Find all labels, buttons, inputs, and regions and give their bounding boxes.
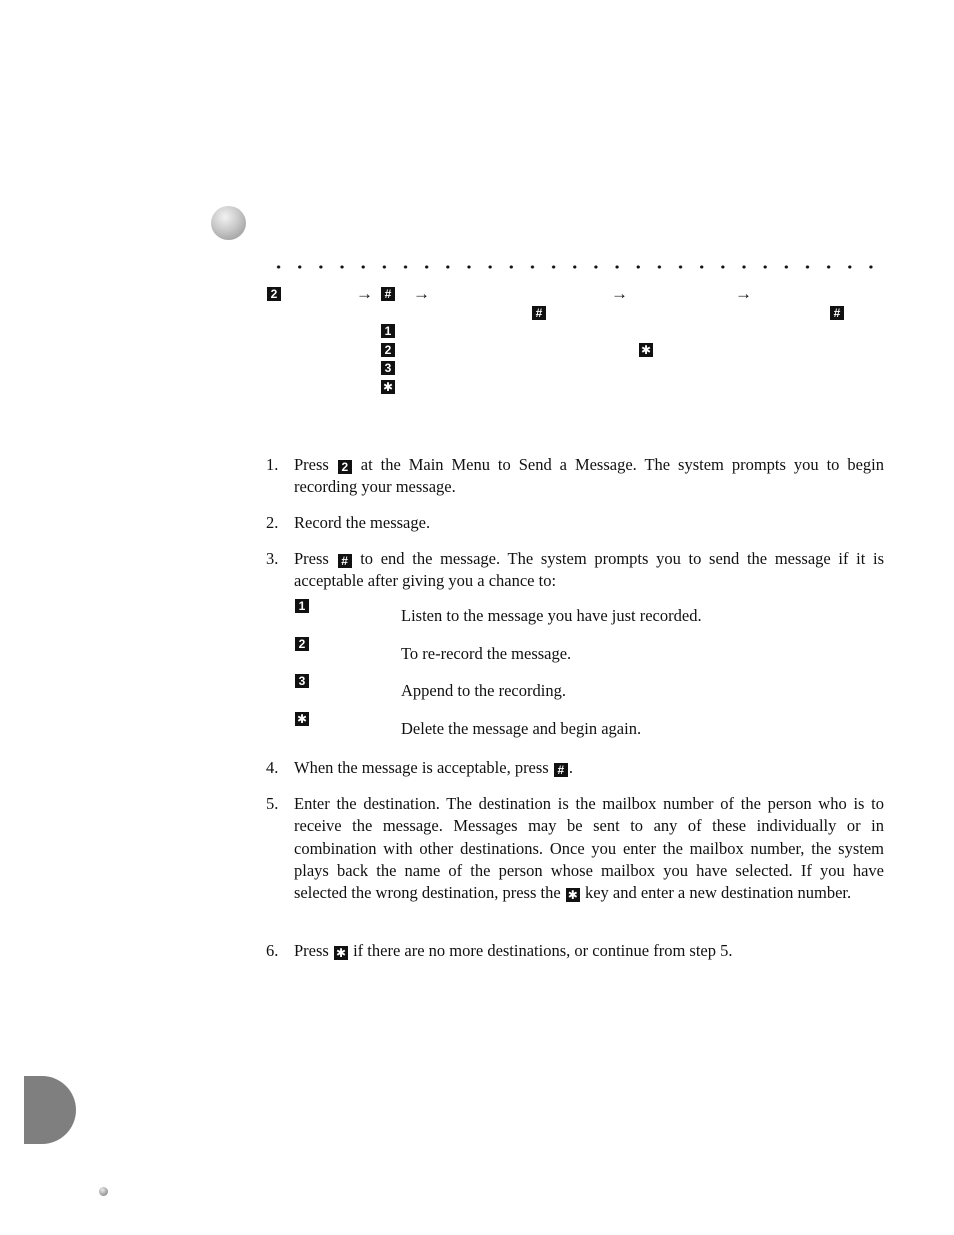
step-text: Press — [294, 941, 329, 960]
key-star-icon: ✱ — [335, 946, 346, 960]
arrow-icon: → — [413, 284, 430, 303]
step-number: 2. — [266, 513, 279, 532]
step-1-text — [294, 454, 884, 499]
step-4-text — [294, 757, 884, 779]
arrow-icon: → — [735, 284, 752, 303]
section-bullet-sphere — [211, 206, 246, 240]
option-key-star-icon: ✱ — [296, 712, 308, 726]
step-text: Press — [294, 549, 329, 568]
option-key-3-icon: 3 — [295, 674, 309, 688]
option-description: Listen to the message you have just recorded. — [401, 606, 702, 625]
step-number: 1. — [266, 455, 279, 474]
key-3-icon: 3 — [381, 361, 395, 375]
option-description: Delete the message and begin again. — [401, 719, 642, 738]
key-star-icon: ✱ — [640, 343, 652, 357]
key-hash-icon: # — [338, 554, 352, 568]
step-text: Enter the destination. The destination is the mailbox number of the person who is to receive the message. Messages may be sent to any of these individually or in combination with other destinations. Once you enter the mailbox number, the system plays back the name of the person whose mailbox you have selected. If you have selected the wrong destination, press the — [294, 794, 884, 903]
page-tab-marker — [24, 1076, 76, 1144]
step-text: at the Main Menu to Send a Message. The system prompts you to begin recording your message. — [294, 455, 885, 497]
step-number: 3. — [266, 549, 279, 568]
key-star-icon: ✱ — [382, 380, 394, 394]
footer-bullet-sphere — [99, 1187, 108, 1196]
step-text: Press — [294, 455, 329, 474]
step-3-text — [294, 548, 884, 593]
key-1-icon: 1 — [381, 324, 395, 338]
option-key-2-icon: 2 — [295, 637, 309, 651]
step-number: 4. — [266, 758, 279, 777]
key-hash-icon: # — [532, 306, 546, 320]
key-2-icon: 2 — [338, 460, 352, 474]
step-2-text: Record the message. — [294, 513, 431, 532]
arrow-icon: → — [356, 284, 373, 303]
step-number: 5. — [266, 794, 279, 813]
key-2-icon: 2 — [267, 287, 281, 301]
step-number: 6. — [266, 941, 279, 960]
key-star-icon: ✱ — [567, 888, 578, 903]
step-5-text — [294, 793, 884, 904]
step-text: key and enter a new destination number. — [584, 883, 852, 903]
option-description: Append to the recording. — [401, 681, 566, 700]
key-2-icon: 2 — [381, 343, 395, 357]
option-description: To re-record the message. — [401, 644, 572, 663]
option-key-1-icon: 1 — [295, 599, 309, 613]
key-hash-icon: # — [554, 763, 568, 777]
step-6-text — [294, 940, 884, 962]
step-text: to end the message. The system prompts you to send the message if it is acceptable after giving you a chance to: — [294, 549, 885, 591]
arrow-icon: → — [611, 284, 628, 303]
step-text: When the message is acceptable, press — [294, 758, 549, 777]
key-hash-icon: # — [830, 306, 844, 320]
step-text: . — [568, 758, 573, 777]
step-text: if there are no more destinations, or continue from step 5. — [353, 941, 733, 960]
key-hash-icon: # — [381, 287, 395, 301]
dotted-separator — [268, 262, 882, 272]
